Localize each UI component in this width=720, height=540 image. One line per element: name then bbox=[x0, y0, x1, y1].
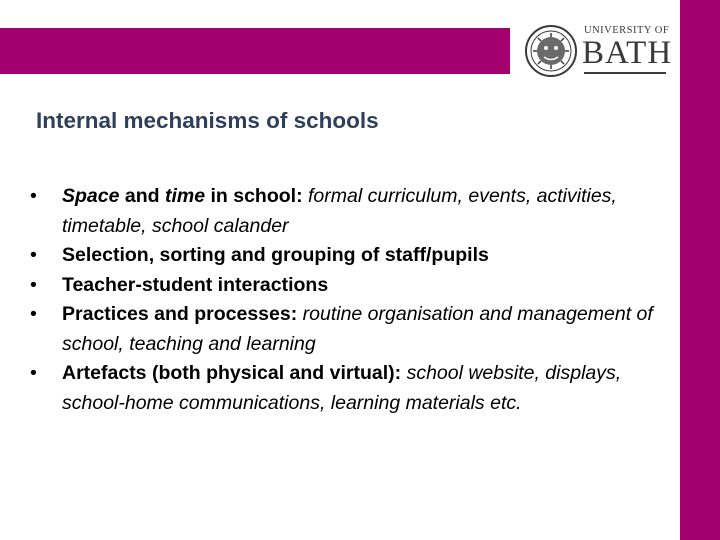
slide-title: Internal mechanisms of schools bbox=[36, 108, 379, 133]
segment: Selection, sorting and grouping of staff/pupils bbox=[62, 244, 489, 266]
bullet-list bbox=[30, 182, 670, 418]
university-seal-icon bbox=[524, 24, 578, 78]
university-logo bbox=[524, 20, 674, 82]
header-accent-bar bbox=[0, 28, 510, 74]
bullet-dot: • bbox=[30, 185, 37, 207]
segment: school website, displays, school-home communications, learning materials etc. bbox=[62, 362, 622, 414]
segment: Practices and processes: bbox=[62, 303, 303, 325]
logo-university-of: UNIVERSITY OF bbox=[584, 25, 670, 36]
bullet-item bbox=[30, 359, 670, 418]
segment: and bbox=[119, 185, 165, 207]
bullet-dot: • bbox=[30, 273, 37, 296]
bullet-dot: • bbox=[30, 244, 37, 266]
logo-bath: BATH bbox=[582, 35, 673, 71]
logo-underline bbox=[584, 72, 666, 74]
bullet-dot: • bbox=[30, 303, 37, 325]
segment: routine organisation and management of school, teaching and learning bbox=[62, 303, 653, 355]
bullet-item bbox=[30, 241, 670, 271]
bullet-item bbox=[30, 271, 670, 301]
bullet-dot: • bbox=[30, 362, 37, 384]
segment: Space bbox=[62, 185, 120, 207]
segment: Artefacts (both physical and virtual): bbox=[62, 362, 407, 384]
segment: formal curriculum, events, activities, timetable, school calander bbox=[62, 185, 617, 237]
segment: in school: bbox=[205, 185, 308, 207]
bullet-item bbox=[30, 182, 670, 241]
segment: time bbox=[164, 185, 206, 207]
side-accent-bar bbox=[680, 0, 720, 540]
segment: Teacher-student interactions bbox=[62, 273, 329, 296]
bullet-item bbox=[30, 300, 670, 359]
